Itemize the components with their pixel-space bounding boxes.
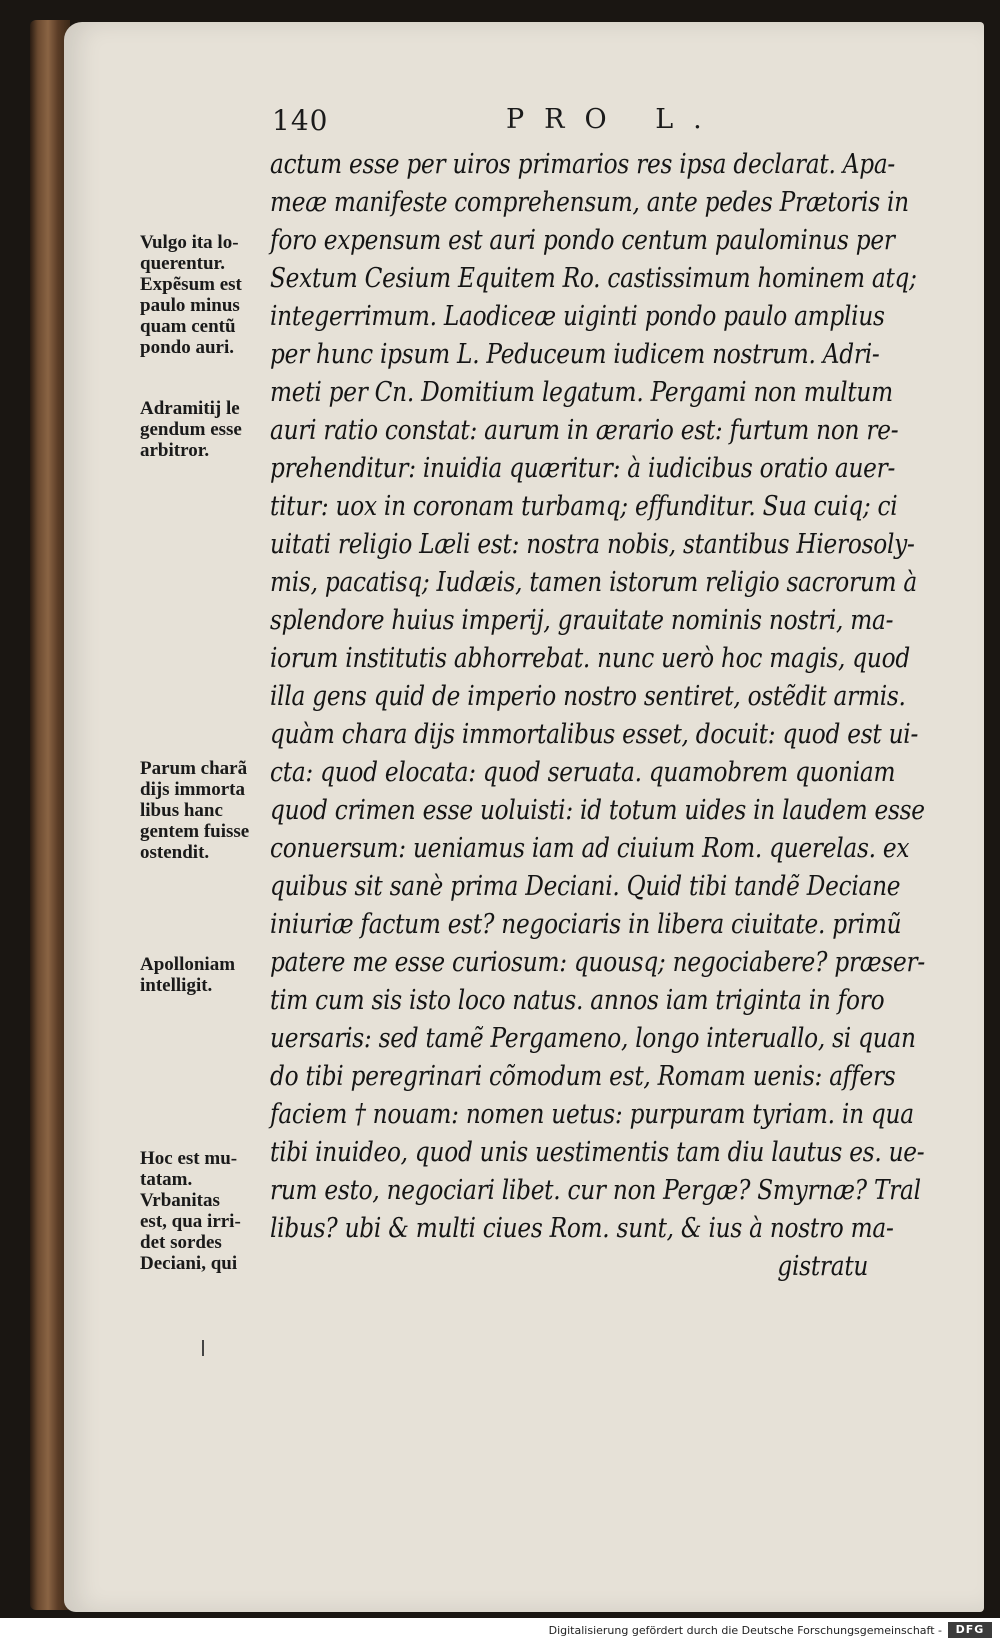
text-line: prehenditur: inuidia quæritur: à iudicibus oratio auer- — [270, 453, 896, 484]
marginal-note-line: Apolloniam — [140, 954, 236, 975]
page-header — [0, 104, 1000, 144]
marginal-note-line: Deciani, qui — [140, 1253, 238, 1274]
marginal-note-line: paulo minus — [140, 295, 240, 316]
marginal-note-line: Vulgo ita lo- — [140, 232, 239, 253]
marginal-note — [140, 954, 290, 996]
text-line: mis, pacatisq; Iudæis, tamen istorum religio sacrorum à — [270, 567, 918, 598]
marginal-note-line: gendum esse — [140, 419, 242, 440]
marginal-note — [140, 1148, 290, 1274]
marginal-note — [140, 758, 290, 863]
text-line: rum esto, negociari libet. cur non Pergæ? Smyrnæ? Tral — [270, 1175, 921, 1206]
marginal-note-line: arbitror. — [140, 440, 210, 461]
marginal-note-line: est, qua irri- — [140, 1211, 241, 1232]
text-line: actum esse per uiros primarios res ipsa declarat. Apa- — [270, 149, 896, 180]
text-line: libus? ubi & multi ciues Rom. sunt, & ius à nostro ma- — [270, 1213, 894, 1244]
marginal-note-line: Adramitij le — [140, 398, 240, 419]
page-number: 140 — [272, 104, 329, 137]
text-line: patere me esse curiosum: quousq; negociabere? præser- — [270, 947, 925, 978]
text-line: auri ratio constat: aurum in ærario est: furtum non re- — [270, 415, 899, 446]
marginal-note-line: tatam. — [140, 1169, 193, 1190]
digitization-credit: Digitalisierung gefördert durch die Deutsche Forschungsgemeinschaft - — [548, 1624, 942, 1637]
text-line: meæ manifeste comprehensum, ante pedes Prætoris in — [270, 187, 909, 218]
text-line: uersaris: sed tamẽ Pergameno, longo interuallo, si quan — [270, 1023, 916, 1054]
text-line: per hunc ipsum L. Peduceum iudicem nostrum. Adri- — [270, 339, 880, 370]
marginal-note-line: libus hanc — [140, 800, 223, 821]
text-line: foro expensum est auri pondo centum paulominus per — [270, 225, 895, 256]
text-line: titur: uox in coronam turbamq; effunditur. Sua cuiq; ci — [270, 491, 898, 522]
marginal-note-line: intelligit. — [140, 975, 213, 996]
text-line: quod crimen esse uoluisti: id totum uides in laudem esse — [270, 795, 925, 826]
running-head: PRO L. — [506, 104, 722, 135]
footer-bar — [0, 1618, 1000, 1643]
text-line: iorum institutis abhorrebat. nunc uerò hoc magis, quod — [270, 643, 910, 674]
text-line: cta: quod elocata: quod seruata. quamobrem quoniam — [270, 757, 896, 788]
text-line: illa gens quid de imperio nostro sentiret, ostẽdit armis. — [270, 681, 906, 712]
marginal-note-line: det sordes — [140, 1232, 222, 1253]
marginal-note-line: pondo auri. — [140, 337, 234, 358]
marginal-note — [140, 398, 290, 461]
marginal-note-line: querentur. — [140, 253, 225, 274]
marginal-note — [140, 232, 290, 358]
text-line: splendore huius imperij, grauitate nominis nostri, ma- — [270, 605, 894, 636]
dfg-logo: DFG — [948, 1622, 992, 1638]
text-line: conuersum: ueniamus iam ad ciuium Rom. querelas. ex — [270, 833, 910, 864]
text-line: uitati religio Læli est: nostra nobis, stantibus Hierosoly- — [270, 529, 915, 560]
marginal-note-line: Hoc est mu- — [140, 1148, 238, 1169]
main-text-block — [270, 146, 970, 1286]
marginal-note-line: Expẽsum est — [140, 274, 242, 295]
catchword: gistratu — [777, 1251, 869, 1282]
text-line: iniuriæ factum est? negociaris in libera ciuitate. primũ — [270, 909, 902, 940]
ink-mark — [202, 1340, 204, 1356]
marginal-note-line: dijs immorta — [140, 779, 246, 800]
marginal-note-line: quam centũ — [140, 316, 236, 337]
text-line: quibus sit sanè prima Deciani. Quid tibi tandẽ Deciane — [270, 871, 901, 902]
text-line: tim cum sis isto loco natus. annos iam triginta in foro — [270, 985, 885, 1016]
text-line: integerrimum. Laodiceæ uiginti pondo paulo amplius — [270, 301, 885, 332]
marginal-note-line: gentem fuisse — [140, 821, 250, 842]
text-line: Sextum Cesium Equitem Ro. castissimum hominem atq; — [270, 263, 917, 294]
marginal-note-line: ostendit. — [140, 842, 210, 863]
text-line: do tibi peregrinari cõmodum est, Romam uenis: affers — [270, 1061, 896, 1092]
marginal-note-line: Parum charã — [140, 758, 248, 779]
text-line: meti per Cn. Domitium legatum. Pergami non multum — [270, 377, 893, 408]
text-line: tibi inuideo, quod unis uestimentis tam diu lautus es. ue- — [270, 1137, 925, 1168]
text-line: faciem † nouam: nomen uetus: purpuram tyriam. in qua — [270, 1099, 914, 1130]
text-line: quàm chara dijs immortalibus esset, docuit: quod est ui- — [270, 719, 919, 750]
marginal-note-line: Vrbanitas — [140, 1190, 220, 1211]
